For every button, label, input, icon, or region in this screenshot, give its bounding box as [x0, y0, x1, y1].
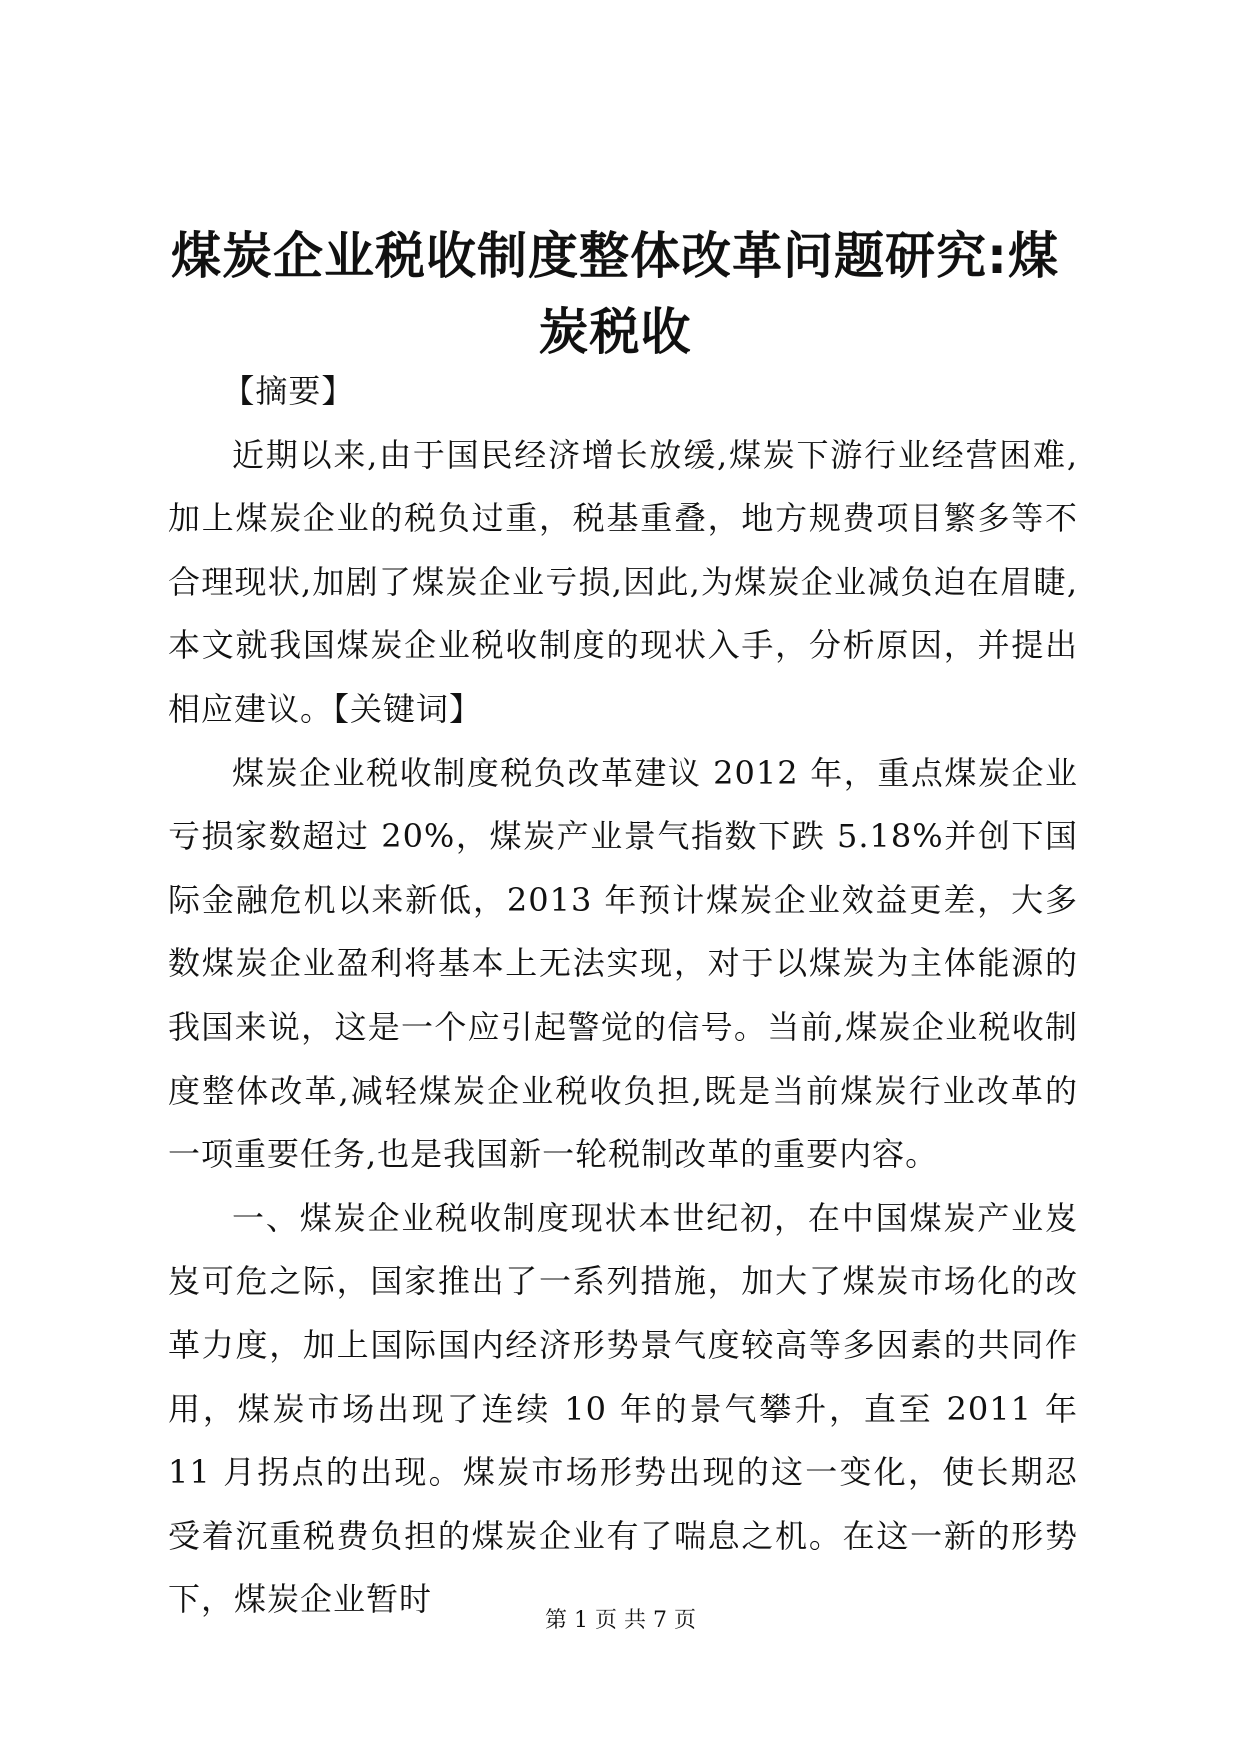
paragraph: 煤炭企业税收制度税负改革建议 2012 年，重点煤炭企业亏损家数超过 20%，煤炭产业景气指数下跌 5.18%并创下国际金融危机以来新低，2013 年预计煤炭企业效益更差，大多数煤炭企业盈利将基本上无法实现，对于以煤炭为主体能源的我国来说，这是一个应引起警觉的信号。当前,煤炭企业税收制度整体改革,减轻煤炭企业税收负担,既是当前煤炭行业改革的一项重要任务,也是我国新一轮税制改革的重要内容。	[168, 753, 1078, 1174]
paragraph: 近期以来,由于国民经济增长放缓,煤炭下游行业经营困难,加上煤炭企业的税负过重，税基重叠，地方规费项目繁多等不合理现状,加剧了煤炭企业亏损,因此,为煤炭企业减负迫在眉睫,本文就我国煤炭企业税收制度的现状入手，分析原因，并提出相应建议。【关键词】	[168, 435, 1078, 728]
paragraph: 一、煤炭企业税收制度现状本世纪初，在中国煤炭产业岌岌可危之际，国家推出了一系列措施，加大了煤炭市场化的改革力度，加上国际国内经济形势景气度较高等多因素的共同作用，煤炭市场出现了连续 10 年的景气攀升，直至 2011 年 11 月拐点的出现。煤炭市场形势出现的这一变化，使长期忍受着沉重税费负担的煤炭企业有了喘息之机。在这一新的形势下，煤炭企业暂时	[168, 1198, 1078, 1619]
document-title: 煤炭企业税收制度整体改革问题研究:煤炭税收	[171, 227, 1059, 361]
document-body	[168, 360, 1078, 1632]
page-footer: 第 1 页 共 7 页	[545, 1608, 696, 1633]
abstract-label: 【摘要】	[222, 372, 355, 410]
